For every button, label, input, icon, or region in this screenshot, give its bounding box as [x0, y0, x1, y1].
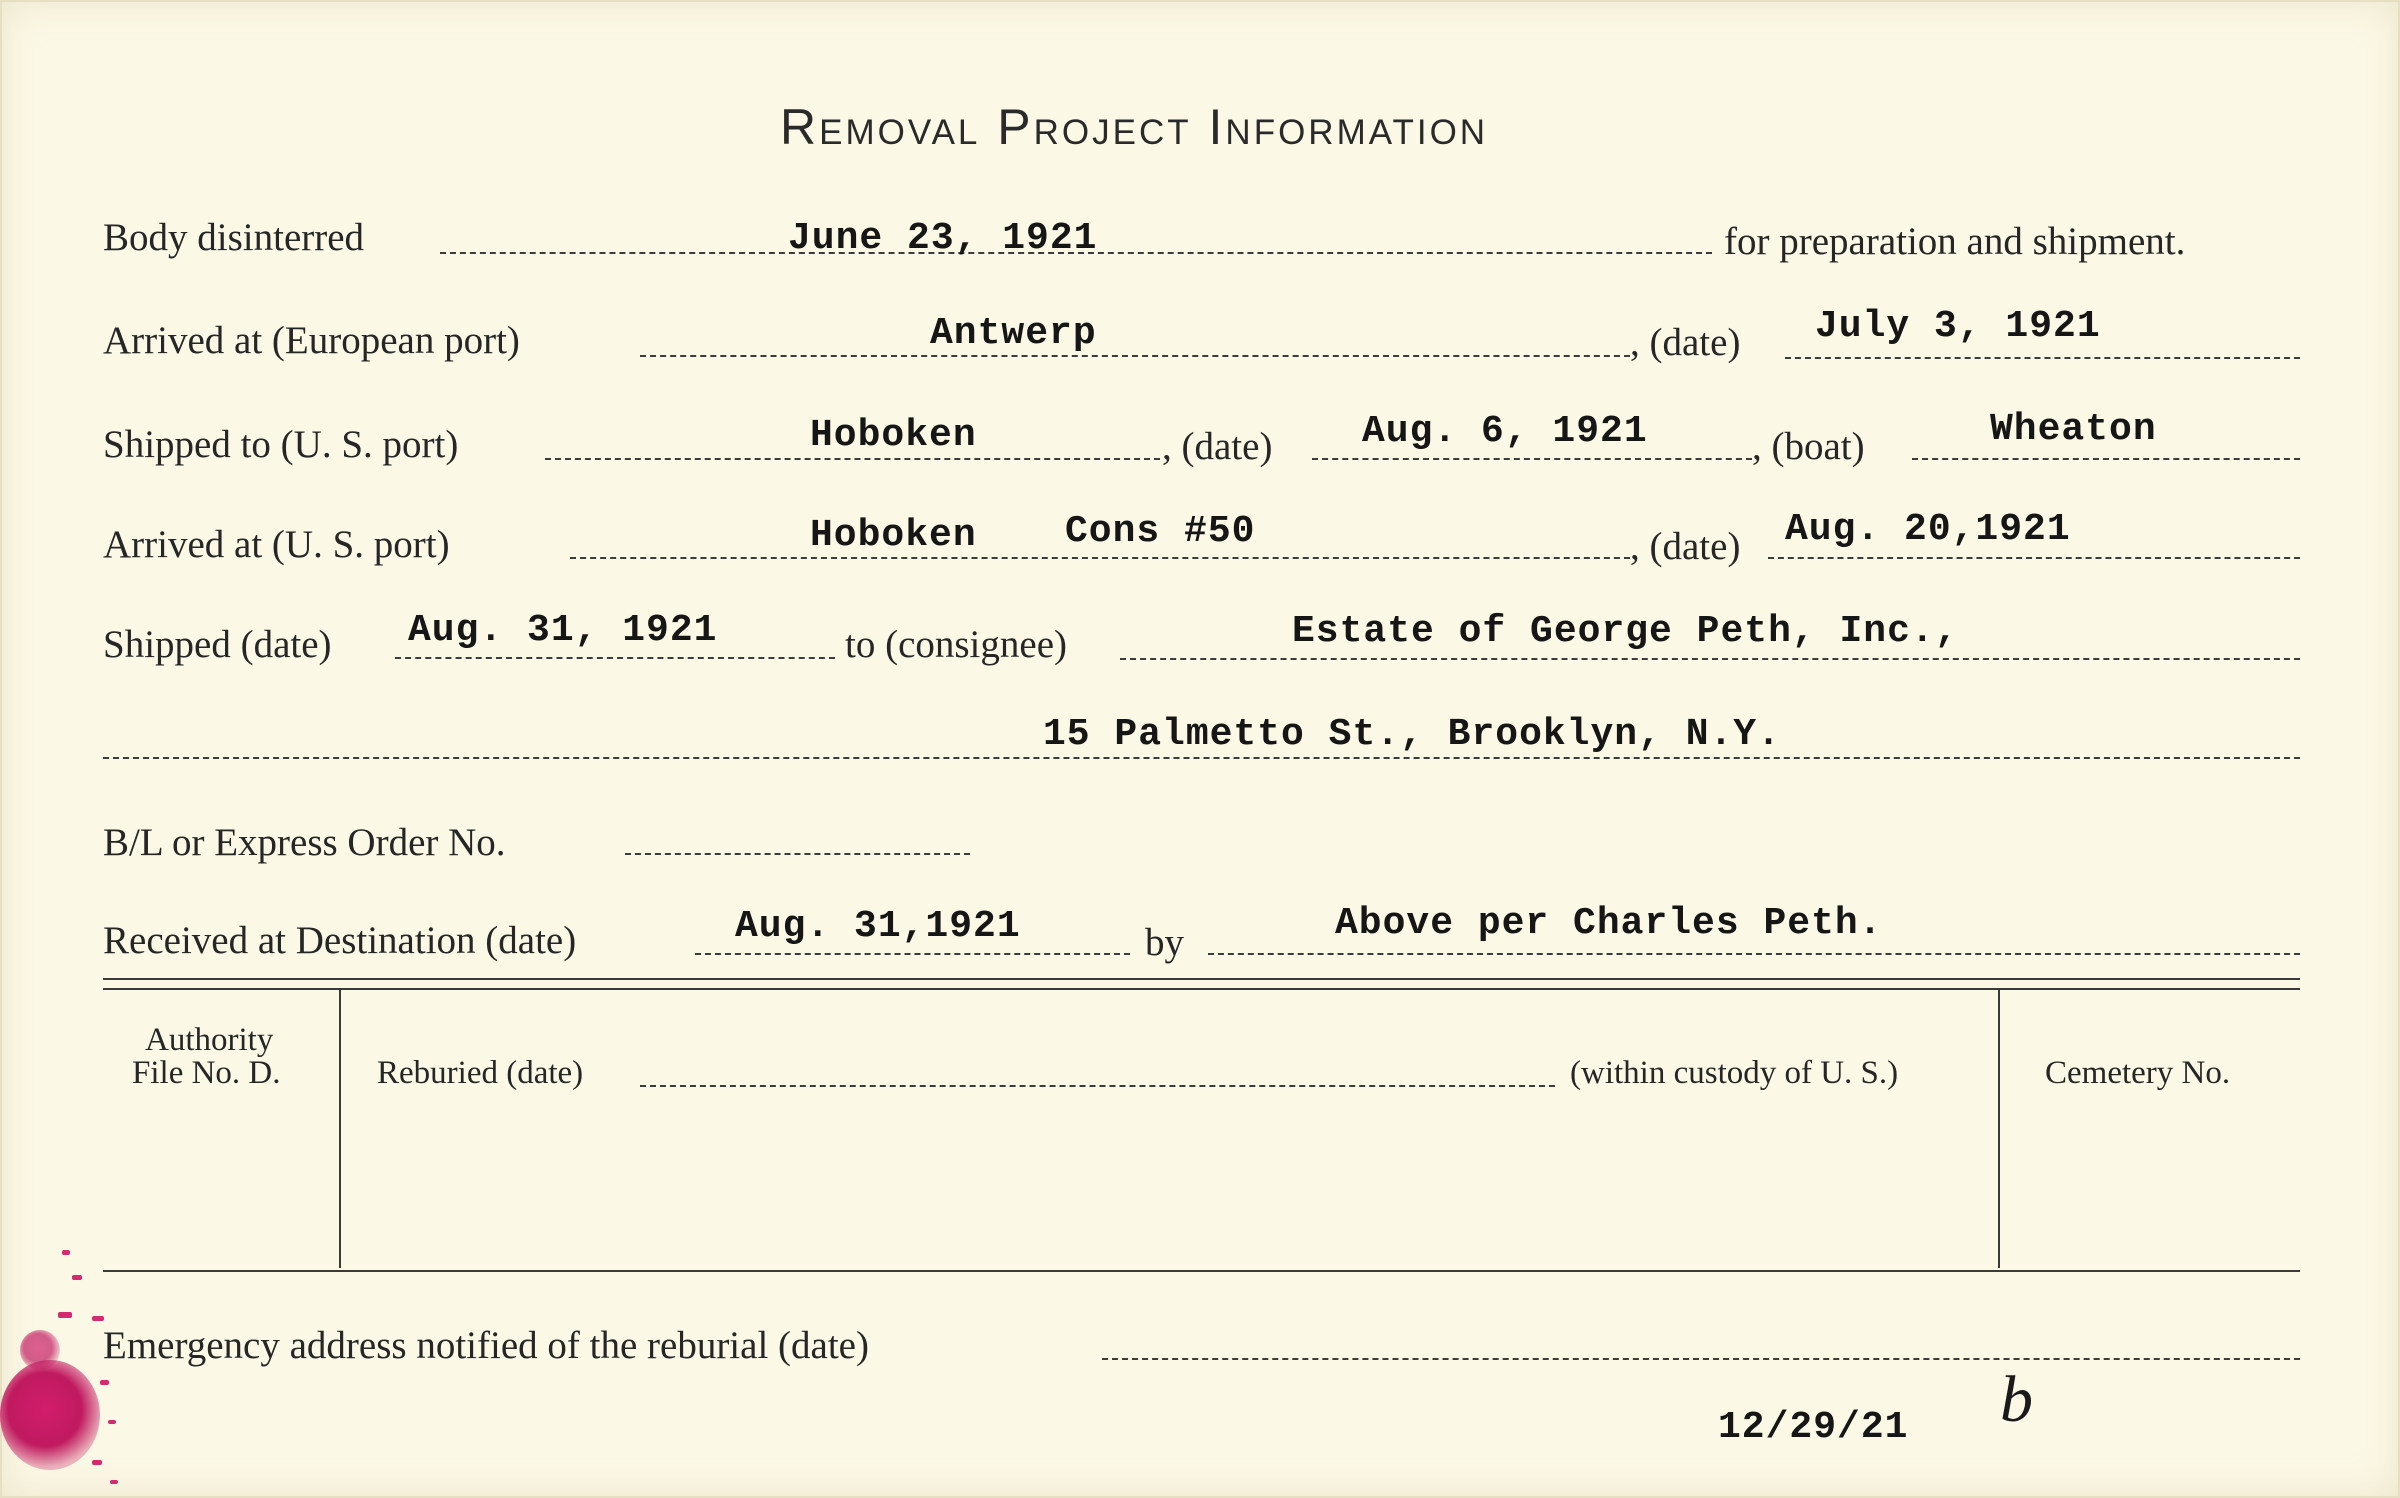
consignee-label: to (consignee) [845, 623, 1068, 666]
consignee-value: Estate of George Peth, Inc., [1292, 610, 1959, 653]
arrived-us-port: Hoboken [810, 514, 977, 557]
shipped-us-date-line [1312, 458, 1752, 460]
arrived-us-date: Aug. 20,1921 [1785, 508, 2071, 551]
disinterred-label: Body disinterred [103, 216, 365, 259]
shipped-us-boat: Wheaton [1990, 408, 2157, 451]
address-value: 15 Palmetto St., Brooklyn, N.Y. [1043, 713, 1781, 756]
consignee-line [1120, 658, 2300, 660]
received-by-label: by [1145, 921, 1184, 964]
arrived-eu-label: Arrived at (European port) [103, 319, 520, 362]
arrived-eu-port: Antwerp [930, 312, 1097, 355]
arrived-us-date-line [1768, 557, 2300, 559]
bl-line [625, 853, 970, 855]
shipped-us-port-line [545, 458, 1160, 460]
received-date-line [695, 953, 1130, 955]
shipped-us-boat-line [1912, 458, 2300, 460]
received-label: Received at Destination (date) [103, 919, 577, 962]
cemetery-label: Cemetery No. [2045, 1055, 2231, 1091]
custody-label: (within custody of U. S.) [1570, 1055, 1899, 1091]
table-top-rule-1 [103, 978, 2300, 980]
arrived-eu-date: July 3, 1921 [1815, 305, 2101, 348]
ink-stamp [0, 1220, 140, 1498]
table-bottom-rule [103, 1270, 2300, 1272]
arrived-eu-date-label: , (date) [1630, 321, 1741, 364]
emergency-label: Emergency address notified of the reburial (date) [103, 1324, 869, 1367]
table-divider-right [1998, 990, 2000, 1268]
shipped-us-label: Shipped to (U. S. port) [103, 423, 459, 466]
arrived-us-cons: Cons #50 [1065, 510, 1256, 553]
card-title: Removal Project Information [780, 99, 1489, 155]
arrived-eu-port-line [640, 355, 1630, 357]
arrived-eu-date-line [1785, 357, 2300, 359]
table-divider-left [339, 990, 341, 1268]
reburied-label: Reburied (date) [377, 1055, 584, 1091]
footer-initials: b [2000, 1363, 2033, 1436]
shipped-us-port: Hoboken [810, 414, 977, 457]
authority-label-line1: Authority [145, 1022, 274, 1058]
shipped-date-line [395, 657, 835, 659]
shipped-label: Shipped (date) [103, 623, 332, 666]
received-by-line [1208, 953, 2300, 955]
table-top-rule-2 [103, 988, 2300, 990]
shipped-us-date: Aug. 6, 1921 [1362, 410, 1648, 453]
footer-date: 12/29/21 [1718, 1406, 1909, 1449]
bl-label: B/L or Express Order No. [103, 821, 506, 864]
shipped-date: Aug. 31, 1921 [408, 609, 718, 652]
received-by-value: Above per Charles Peth. [1335, 902, 1883, 945]
address-line [103, 757, 2300, 759]
emergency-line [1102, 1358, 2300, 1360]
disinterred-suffix: for preparation and shipment. [1724, 220, 2186, 263]
arrived-us-date-label: , (date) [1630, 525, 1741, 568]
disinterred-date: June 23, 1921 [788, 217, 1098, 260]
arrived-us-port-line [570, 557, 1630, 559]
authority-label-line2: File No. D. [132, 1055, 281, 1091]
shipped-us-date-label: , (date) [1162, 425, 1273, 468]
reburied-line [640, 1085, 1555, 1087]
arrived-us-label: Arrived at (U. S. port) [103, 523, 450, 566]
shipped-us-boat-label: , (boat) [1752, 425, 1865, 468]
received-date: Aug. 31,1921 [735, 905, 1021, 948]
